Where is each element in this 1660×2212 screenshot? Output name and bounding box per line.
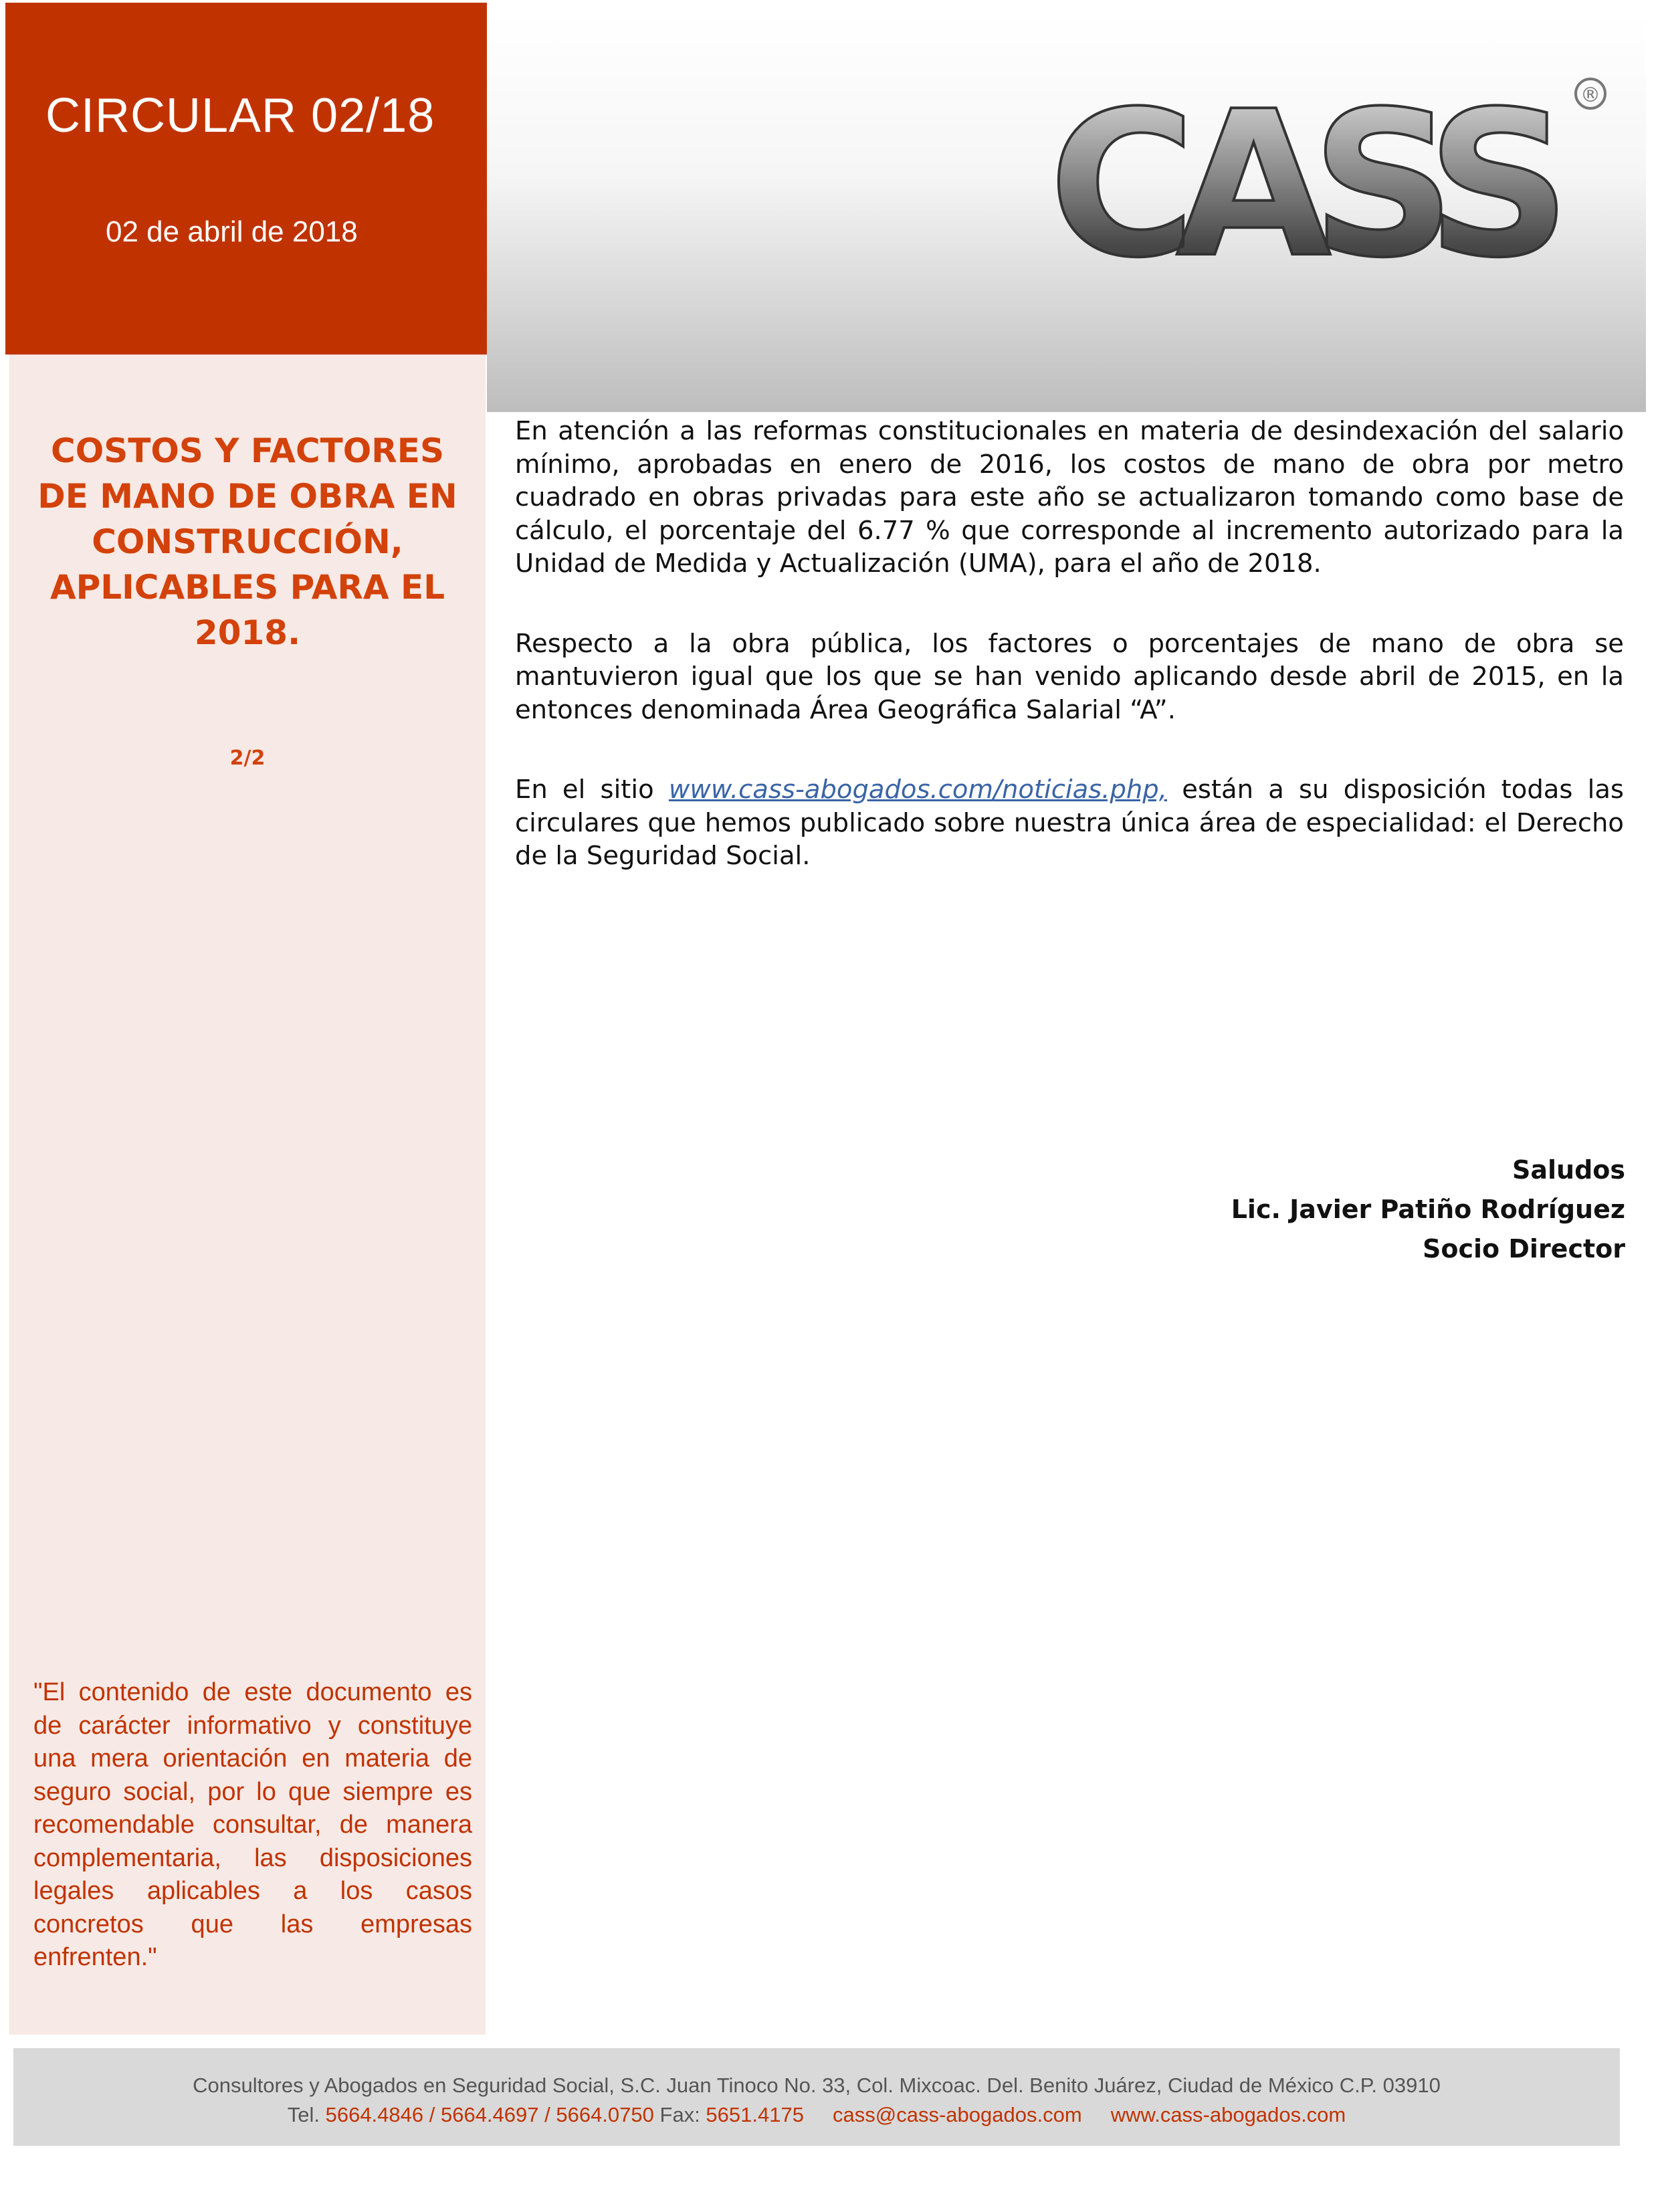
paragraph-3-start: En el sitio — [515, 775, 669, 805]
disclaimer: "El contenido de este documento es de carácter informativo y constituye una mera orientación en materia de seguro social, por lo que siempre es recomendable consultar, de manera complementaria, las disposiciones legales aplicables a los casos concretos que las empresas enfrenten." — [33, 1678, 472, 1971]
signature-name: Lic. Javier Patiño Rodríguez — [1231, 1195, 1625, 1224]
email-link[interactable]: cass@cass-abogados.com — [833, 2103, 1082, 2126]
footer — [13, 2048, 1620, 2146]
tel-numbers: 5664.4846 / 5664.4697 / 5664.0750 — [325, 2103, 654, 2126]
paragraph-3-end: están a su disposición todas las circulares que hemos publicado sobre nuestra única área de especialidad: el Derecho de la Seguridad Social. — [515, 775, 1624, 871]
tel-label: Tel. — [287, 2103, 326, 2126]
sidebar — [9, 355, 486, 2035]
logo-banner — [487, 13, 1646, 412]
circular-number: CIRCULAR 02/18 — [45, 89, 435, 142]
website-link[interactable]: www.cass-abogados.com — [1110, 2103, 1346, 2126]
news-link[interactable]: www.cass-abogados.com/noticias.php, — [668, 775, 1167, 805]
registered-mark: ® — [1580, 84, 1600, 107]
signature-role: Socio Director — [1423, 1234, 1625, 1264]
fax-label: Fax: — [653, 2103, 706, 2126]
footer-contact — [13, 2103, 1620, 2127]
signature-greeting: Saludos — [1512, 1155, 1625, 1185]
paragraph-2: Respecto a la obra pública, los factores o porcentajes de mano de obra se mantuvieron igual que los que se han venido aplicando desde abril de 2015, en la entonces denominada Área Geográfica Salarial “A”. — [515, 628, 1624, 725]
paragraph-1: En atención a las reformas constitucionales en materia de desindexación del salario mínimo, aprobadas en enero de 2016, los costos de mano de obra por metro cuadrado en obras privadas para este año se actualizaron tomando como base de cálculo, el porcentaje del 6.77 % que corresponde al incremento autorizado para la Unidad de Medida y Actualización (UMA), para el año de 2018. — [515, 416, 1624, 579]
page-number: 2/2 — [229, 746, 266, 770]
circular-date: 02 de abril de 2018 — [106, 215, 358, 248]
paragraph-3 — [515, 773, 1624, 873]
cass-logo-icon — [1035, 54, 1624, 321]
header-panel — [5, 3, 487, 355]
body-text — [515, 415, 1624, 920]
signature-block — [1231, 1150, 1625, 1269]
logo-text: CASS — [1049, 68, 1551, 302]
circular-title: COSTOS Y FACTORES DE MANO DE OBRA EN CONSTRUCCIÓN, APLICABLES PARA EL 2018. — [37, 431, 457, 652]
footer-address: Consultores y Abogados en Seguridad Social, S.C. Juan Tinoco No. 33, Col. Mixcoac. Del. Benito Juárez, Ciudad de México C.P. 03910 — [193, 2074, 1441, 2097]
fax-number: 5651.4175 — [706, 2103, 804, 2126]
